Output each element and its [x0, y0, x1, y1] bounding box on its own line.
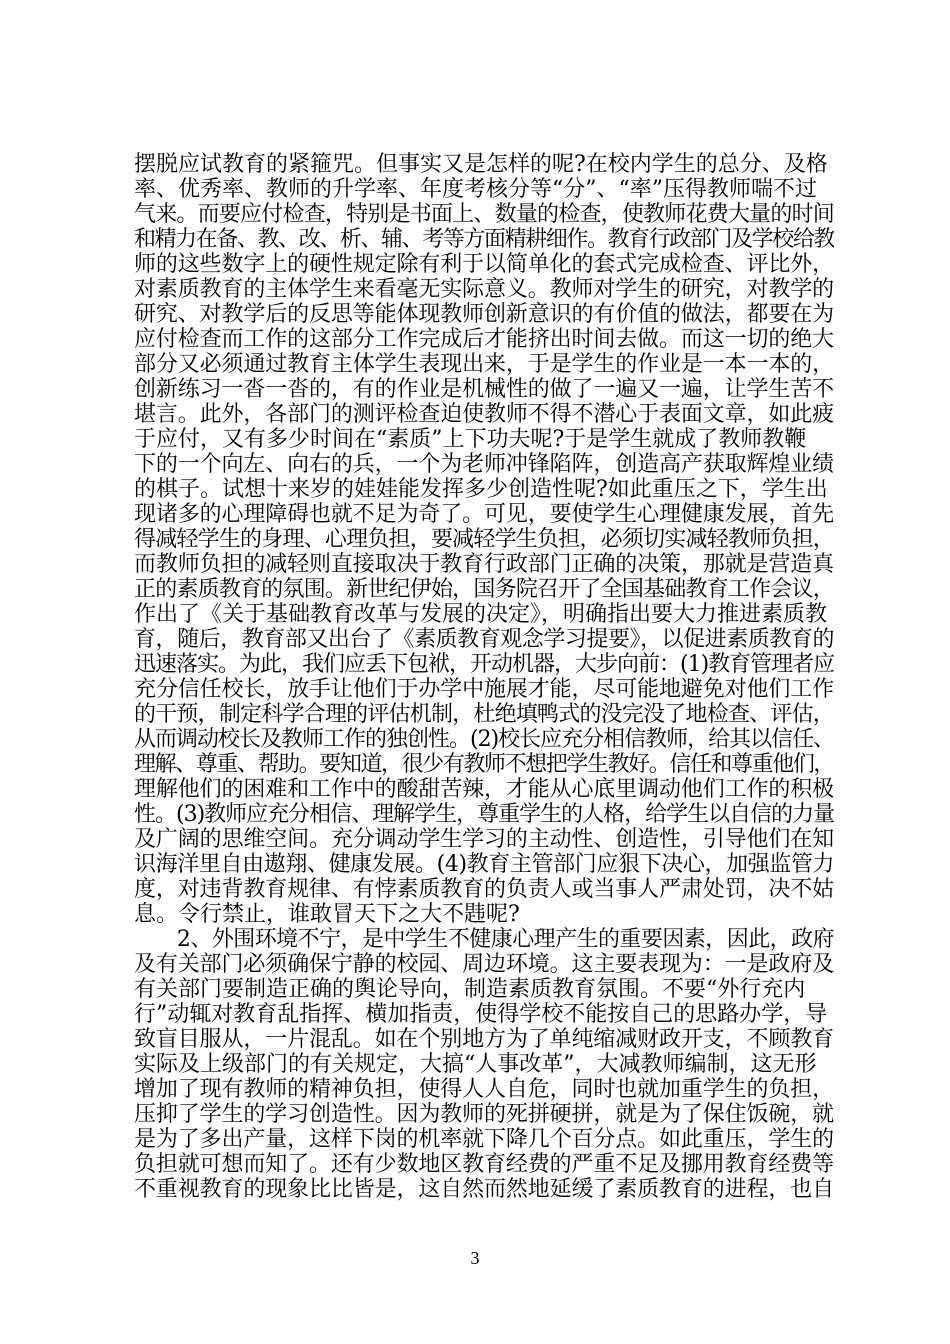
text-line: 性。(3)教师应充分相信、理解学生，尊重学生的人格，给学生以自信的力量 [134, 802, 834, 827]
text-line: 创新练习一沓一沓的，有的作业是机械性的做了一遍又一遍，让学生苦不 [134, 377, 834, 402]
text-line: 行”动辄对教育乱指挥、横加指责，使得学校不能按自己的思路办学，导 [134, 1002, 828, 1027]
text-line: 于应付，又有多少时间在“素质”上下功夫呢?于是学生就成了教师教鞭 [134, 427, 807, 452]
text-line: 致盲目服从，一片混乱。如在个别地方为了单纯缩减财政开支，不顾教育 [134, 1027, 834, 1052]
text-line: 充分信任校长，放手让他们于办学中施展才能，尽可能地避免对他们工作 [134, 677, 834, 702]
text-line: 率、优秀率、教师的升学率、年度考核分等“分”、“率”压得教师喘不过 [134, 177, 817, 202]
text-line: 作出了《关于基础教育改革与发展的决定》，明确指出要大力推进素质教 [134, 602, 828, 627]
text-line: 对素质教育的主体学生来看毫无实际意义。教师对学生的研究，对教学的 [134, 277, 834, 302]
text-line: 的棋子。试想十来岁的娃娃能发挥多少创造性呢?如此重压之下，学生出 [134, 477, 828, 502]
text-line: 实际及上级部门的有关规定，大搞“人事改革”，大减教师编制，这无形 [134, 1052, 817, 1077]
text-line: 现诸多的心理障碍也就不足为奇了。可见，要使学生心理健康发展，首先 [134, 502, 834, 527]
text-line: 迅速落实。为此，我们应丢下包袱，开动机器，大步向前：(1)教育管理者应 [134, 652, 834, 677]
text-line: 2、外围环境不宁，是中学生不健康心理产生的重要因素，因此，政府 [134, 927, 834, 952]
page-number: 3 [470, 1248, 480, 1268]
text-line: 堪言。此外，各部门的测评检查迫使教师不得不潜心于表面文章，如此疲 [134, 402, 834, 427]
text-line: 得减轻学生的身理、心理负担，要减轻学生负担，必须切实减轻教师负担， [134, 527, 834, 552]
text-line: 理解他们的困难和工作中的酸甜苦辣，才能从心底里调动他们工作的积极 [134, 777, 834, 802]
text-line: 息。令行禁止，谁敢冒天下之大不韪呢? [134, 902, 520, 927]
text-line: 和精力在备、教、改、析、辅、考等方面精耕细作。教育行政部门及学校给教 [134, 227, 834, 252]
text-line: 正的素质教育的氛围。新世纪伊始，国务院召开了全国基础教育工作会议， [134, 577, 834, 602]
text-line: 增加了现有教师的精神负担，使得人人自危，同时也就加重学生的负担， [134, 1077, 834, 1102]
text-line: 压抑了学生的学习创造性。因为教师的死拼硬拼，就是为了保住饭碗，就 [134, 1102, 834, 1127]
text-line: 是为了多出产量，这样下岗的机率就下降几个百分点。如此重压，学生的 [134, 1127, 834, 1152]
text-line: 而教师负担的减轻则直接取决于教育行政部门正确的决策，那就是营造真 [134, 552, 834, 577]
text-line: 负担就可想而知了。还有少数地区教育经费的严重不足及挪用教育经费等 [134, 1152, 834, 1177]
text-line: 气来。而要应付检查，特别是书面上、数量的检查，使教师花费大量的时间 [134, 202, 834, 227]
text-line: 部分又必须通过教育主体学生表现出来，于是学生的作业是一本一本的， [134, 352, 834, 377]
text-line: 应付检查而工作的这部分工作完成后才能挤出时间去做。而这一切的绝大 [134, 327, 834, 352]
text-line: 从而调动校长及教师工作的独创性。(2)校长应充分相信教师，给其以信任、 [134, 727, 834, 752]
text-line: 下的一个向左、向右的兵，一个为老师冲锋陷阵，创造高产获取辉煌业绩 [134, 452, 834, 477]
body-text [134, 152, 834, 1202]
text-line: 及广阔的思维空间。充分调动学生学习的主动性、创造性，引导他们在知 [134, 827, 834, 852]
text-line: 及有关部门必须确保宁静的校园、周边环境。这主要表现为：一是政府及 [134, 952, 834, 977]
text-line: 有关部门要制造正确的舆论导向，制造素质教育氛围。不要“外行充内 [134, 977, 806, 1002]
text-line: 理解、尊重、帮助。要知道，很少有教师不想把学生教好。信任和尊重他们， [134, 752, 834, 777]
text-line: 不重视教育的现象比比皆是，这自然而然地延缓了素质教育的进程，也自 [134, 1177, 834, 1202]
text-line: 研究、对教学后的反思等能体现教师创新意识的有价值的做法，都要在为 [134, 302, 834, 327]
text-line: 的干预，制定科学合理的评估机制，杜绝填鸭式的没完没了地检查、评估， [134, 702, 834, 727]
text-line: 识海洋里自由遨翔、健康发展。(4)教育主管部门应狠下决心，加强监管力 [134, 852, 834, 877]
text-line: 师的这些数字上的硬性规定除有利于以简单化的套式完成检查、评比外， [134, 252, 834, 277]
text-line: 育，随后，教育部又出台了《素质教育观念学习提要》，以促进素质教育的 [134, 627, 834, 652]
text-line: 摆脱应试教育的紧箍咒。但事实又是怎样的呢?在校内学生的总分、及格 [134, 152, 828, 177]
text-line: 度，对违背教育规律、有悖素质教育的负责人或当事人严肃处罚，决不姑 [134, 877, 834, 902]
